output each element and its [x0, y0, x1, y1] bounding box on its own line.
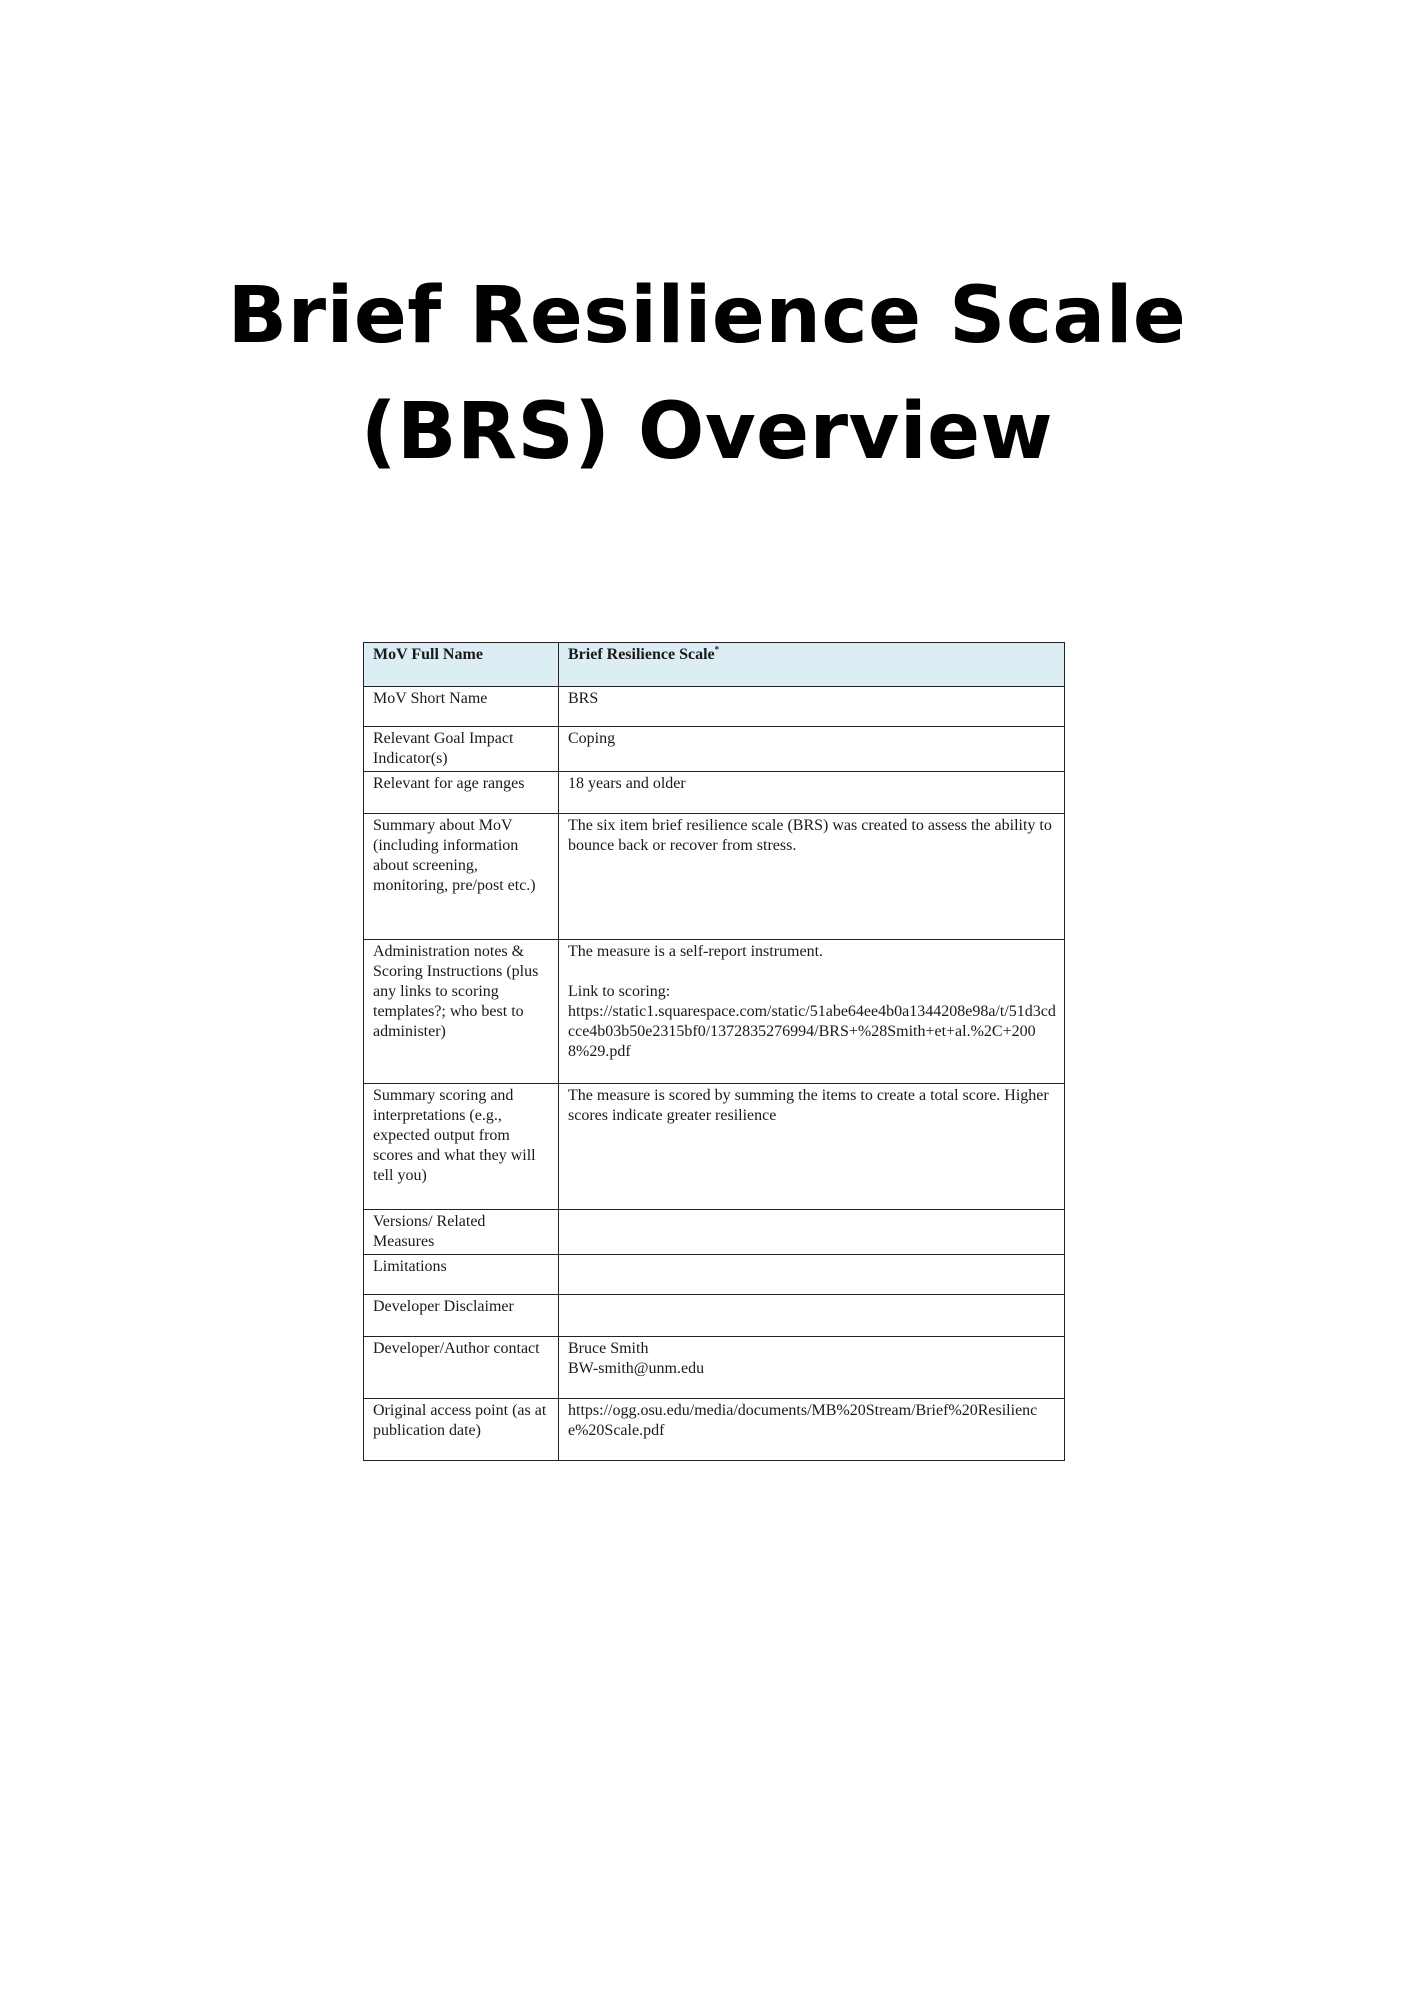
administration-value — [559, 940, 1065, 1084]
table-row-short-name — [364, 687, 1065, 727]
page-title-line-2: (BRS) Overview — [360, 387, 1054, 477]
short-name-value: BRS — [559, 687, 1065, 727]
contact-email[interactable]: BW-smith@unm.edu — [568, 1360, 705, 1377]
scoring-value: The measure is scored by summing the items to create a total score. Higher scores indicate greater resilience — [559, 1084, 1065, 1210]
contact-value — [559, 1337, 1065, 1399]
goal-indicator-value: Coping — [559, 727, 1065, 772]
table-row-disclaimer — [364, 1295, 1065, 1337]
table-row-versions — [364, 1210, 1065, 1255]
disclaimer-value — [559, 1295, 1065, 1337]
table-row-age-ranges — [364, 772, 1065, 814]
access-point-link[interactable]: https://ogg.osu.edu/media/documents/MB%20Stream/Brief%20Resilience%20Scale.pdf — [559, 1399, 1065, 1461]
table-row-administration — [364, 940, 1065, 1084]
administration-label: Administration notes & Scoring Instructions (plus any links to scoring templates?; who best to administer) — [364, 940, 559, 1084]
goal-indicator-label: Relevant Goal Impact Indicator(s) — [364, 727, 559, 772]
access-point-label: Original access point (as at publication date) — [364, 1399, 559, 1461]
full-name-footnote-mark: * — [714, 644, 720, 655]
disclaimer-label: Developer Disclaimer — [364, 1295, 559, 1337]
limitations-label: Limitations — [364, 1255, 559, 1295]
page-title-line-1: Brief Resilience Scale — [227, 271, 1187, 361]
age-ranges-label: Relevant for age ranges — [364, 772, 559, 814]
age-ranges-value: 18 years and older — [559, 772, 1065, 814]
administration-note: The measure is a self-report instrument. — [568, 943, 824, 960]
table-row-goal-indicator — [364, 727, 1065, 772]
limitations-value — [559, 1255, 1065, 1295]
table-row-full-name — [364, 643, 1065, 687]
short-name-label: MoV Short Name — [364, 687, 559, 727]
mov-overview-table — [363, 642, 1065, 1461]
scoring-label: Summary scoring and interpretations (e.g., expected output from scores and what they will tell you) — [364, 1084, 559, 1210]
summary-label: Summary about MoV (including information about screening, monitoring, pre/post etc.) — [364, 814, 559, 940]
scoring-link[interactable]: https://static1.squarespace.com/static/51abe64ee4b0a1344208e98a/t/51d3cdcce4b03b50e2315bf0/1372835276994/BRS+%28Smith+et+al.%2C+2008%29.pdf — [568, 1003, 1056, 1060]
table-row-limitations — [364, 1255, 1065, 1295]
full-name-value — [559, 643, 1065, 687]
table-row-scoring — [364, 1084, 1065, 1210]
versions-label: Versions/ Related Measures — [364, 1210, 559, 1255]
contact-name: Bruce Smith — [568, 1340, 649, 1357]
table-row-access-point — [364, 1399, 1065, 1461]
versions-value — [559, 1210, 1065, 1255]
full-name-text: Brief Resilience Scale — [568, 646, 715, 663]
table-row-contact — [364, 1337, 1065, 1399]
full-name-label: MoV Full Name — [364, 643, 559, 687]
page-title — [0, 258, 1414, 490]
summary-value: The six item brief resilience scale (BRS) was created to assess the ability to bounce back or recover from stress. — [559, 814, 1065, 940]
table-row-summary — [364, 814, 1065, 940]
scoring-link-label: Link to scoring: — [568, 983, 671, 1000]
contact-label: Developer/Author contact — [364, 1337, 559, 1399]
